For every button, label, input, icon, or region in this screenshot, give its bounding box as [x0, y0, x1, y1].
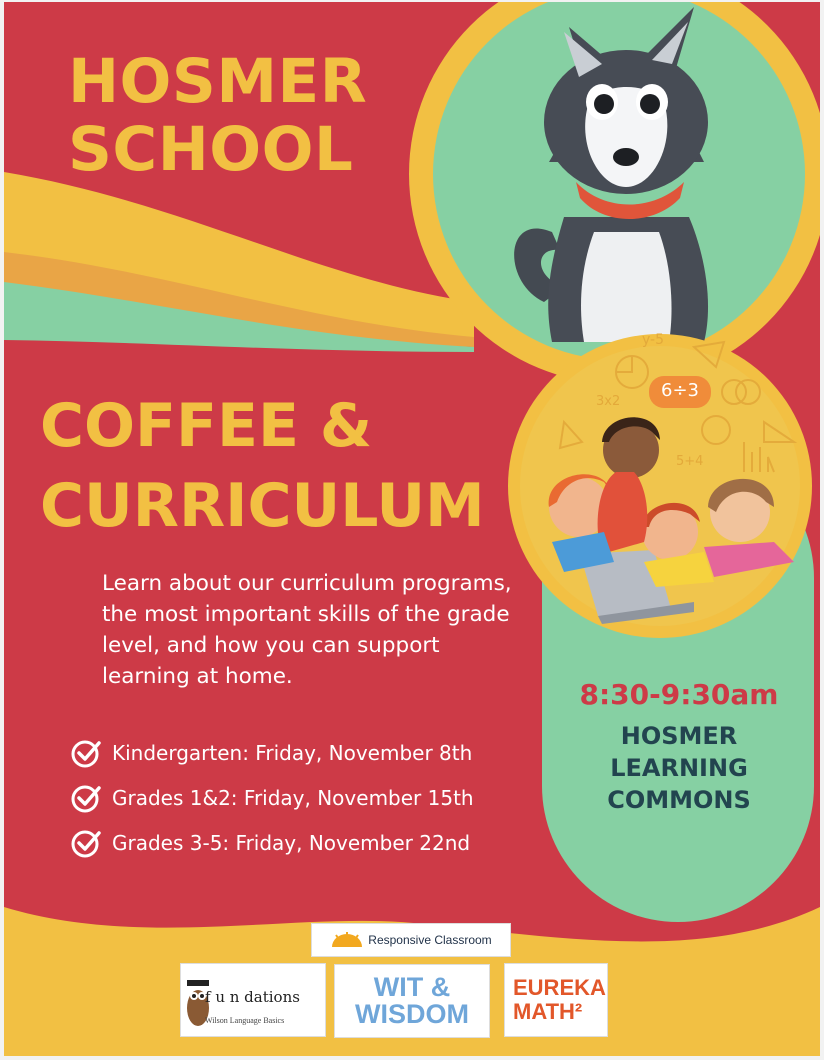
session-date-item [70, 730, 530, 775]
session-dates-list [70, 730, 530, 865]
responsive-classroom-text: Responsive Classroom [368, 933, 492, 947]
event-description: Learn about our curriculum programs, the most important skills of the grade level, and how you can support learning at home. [102, 571, 512, 689]
session-date-item [70, 820, 530, 865]
session-date-text: Grades 1&2: Friday, November 15th [112, 785, 474, 810]
math-mark-1: y-5 [642, 332, 664, 348]
event-time: 8:30-9:30am [579, 678, 779, 711]
session-date-text: Kindergarten: Friday, November 8th [112, 740, 473, 765]
location-line-2: LEARNING [610, 754, 748, 782]
eureka-line: EUREKA [513, 975, 606, 1000]
event-heading-line-2: CURRICULUM [40, 471, 485, 541]
event-location [544, 720, 814, 816]
fundations-logo [180, 963, 326, 1037]
school-title [68, 48, 408, 184]
math-bubble-text: 6÷3 [661, 380, 699, 401]
math-mark-3: 5+4 [676, 454, 704, 469]
wisdom-line: WISDOM [355, 999, 469, 1029]
event-heading [40, 386, 510, 546]
wit-and-wisdom-logo [334, 964, 490, 1038]
location-line-3: COMMONS [607, 786, 751, 814]
eureka-math-logo [504, 963, 608, 1037]
sunrise-icon [330, 932, 364, 948]
flyer [4, 2, 820, 1056]
session-date-item [70, 775, 530, 820]
fundations-wordmark: f u n dations [205, 988, 300, 1006]
math-mark-2: 3x2 [596, 394, 621, 409]
school-title-line-2: SCHOOL [68, 114, 354, 185]
school-title-line-1: HOSMER [68, 46, 368, 117]
location-line-1: HOSMER [620, 722, 738, 750]
session-date-text: Grades 3-5: Friday, November 22nd [112, 830, 471, 855]
checkmark-circle-icon [70, 782, 102, 814]
event-heading-line-1: COFFEE & [40, 391, 373, 461]
fundations-subtitle: Wilson Language Basics [205, 1016, 285, 1025]
checkmark-circle-icon [70, 737, 102, 769]
checkmark-circle-icon [70, 827, 102, 859]
responsive-classroom-logo [311, 923, 511, 957]
math-line: MATH² [513, 999, 583, 1024]
wit-line: WIT & [373, 972, 451, 1002]
